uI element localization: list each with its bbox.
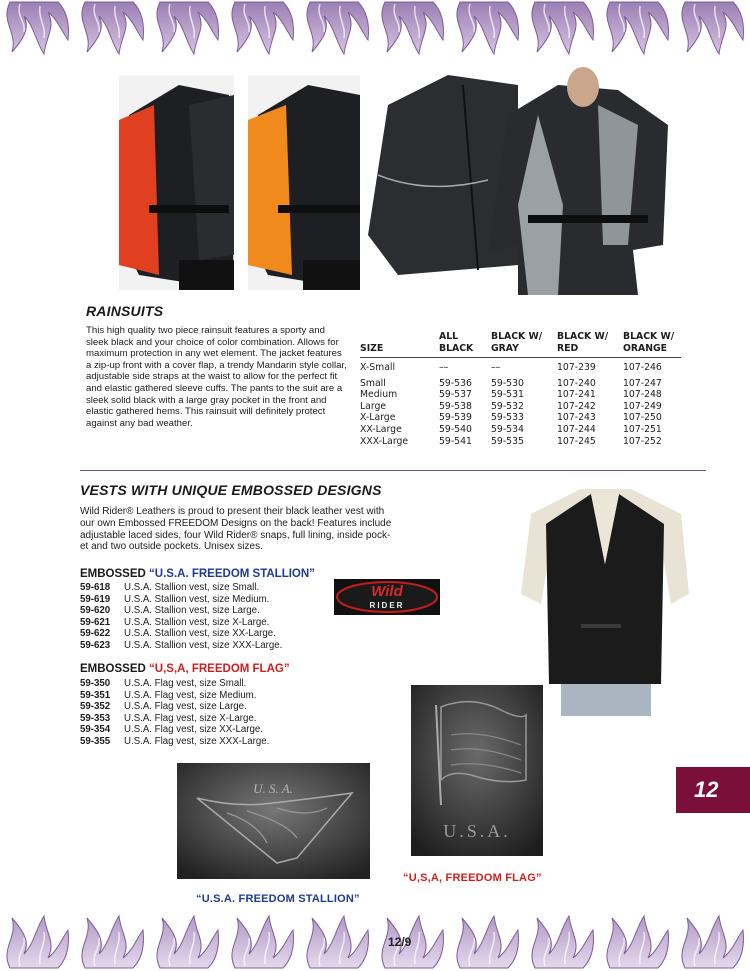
rainsuit-size-table xyxy=(360,331,681,447)
header-all-black: ALL BLACK xyxy=(439,331,474,354)
table-row: Large 59-538 59-532 107-242 107-249 xyxy=(360,400,662,412)
list-item: 59-351 U.S.A. Flag vest, size Medium. xyxy=(80,689,257,701)
wild-rider-logo xyxy=(334,579,440,615)
header-black-orange: BLACK W/ ORANGE xyxy=(623,331,675,354)
list-item: 59-623 U.S.A. Stallion vest, size XXX-Large. xyxy=(80,639,283,651)
list-item: 59-621 U.S.A. Stallion vest, size X-Large. xyxy=(80,616,270,628)
vests-description: Wild Rider® Leathers is proud to present their black leather vest with our own Embossed FREEDOM Designs on the back! Features include adjustable laced sides, four Wild Rider® snaps, full lining, inside pock-et and two outside pockets. Unisex sizes. xyxy=(80,506,392,553)
table-row: Small 59-536 59-530 107-240 107-247 xyxy=(360,377,662,389)
flag-item-list xyxy=(80,678,269,747)
top-flame-border xyxy=(0,0,750,62)
stallion-emboss-letters: U. S. A. xyxy=(253,781,293,796)
red-rainsuit-photo xyxy=(119,75,234,290)
orange-rainsuit-photo xyxy=(248,75,360,290)
black-and-gray-rainsuit-photo xyxy=(368,65,676,295)
stallion-caption: “U.S.A. FREEDOM STALLION” xyxy=(196,893,360,905)
flag-caption: “U,S,A, FREEDOM FLAG” xyxy=(403,872,542,884)
list-item: 59-355 U.S.A. Flag vest, size XXX-Large. xyxy=(80,735,270,747)
list-item: 59-619 U.S.A. Stallion vest, size Medium. xyxy=(80,593,270,605)
list-item: 59-350 U.S.A. Flag vest, size Small. xyxy=(80,678,247,689)
table-row: X-Small –– –– 107-239 107-246 xyxy=(360,362,662,373)
table-row: XX-Large 59-540 59-534 107-244 107-251 xyxy=(360,423,662,435)
list-item: 59-622 U.S.A. Stallion vest, size XX-Large. xyxy=(80,628,276,639)
rainsuits-description: This high quality two piece rainsuit features a sporty and sleek black and your choice of color combination. Allows for maximum protection in any wet element. The jacket features a zip-up front with a cover flap, a trendy Mandarin style collar, adjustable side straps at the waist to allow for the perfect fit and elastic gathered sleeve cuffs. The pants to the suit are a sleek solid black with a large gray pocket in the front and elastic gathered hems. This rainsuit will definitely protect against any bad weather. xyxy=(86,325,347,429)
embossed-stallion-photo xyxy=(177,763,370,879)
table-row: X-Large 59-539 59-533 107-243 107-250 xyxy=(360,412,662,424)
stallion-heading: EMBOSSED “U.S.A. FREEDOM STALLION” xyxy=(80,568,315,580)
embossed-flag-photo xyxy=(411,685,543,856)
flame-pattern-icon xyxy=(0,0,750,62)
stallion-item-list xyxy=(80,582,282,651)
table-row: XXX-Large 59-541 59-535 107-245 107-252 xyxy=(360,435,662,447)
list-item: 59-618 U.S.A. Stallion vest, size Small. xyxy=(80,582,260,593)
leather-vest-photo xyxy=(521,484,689,716)
flag-heading: EMBOSSED “U,S,A, FREEDOM FLAG” xyxy=(80,663,290,675)
list-item: 59-353 U.S.A. Flag vest, size X-Large. xyxy=(80,712,257,724)
header-black-red: BLACK W/ RED xyxy=(557,331,609,354)
table-header-row xyxy=(360,331,681,358)
section-divider xyxy=(80,470,706,471)
header-black-gray: BLACK W/ GRAY xyxy=(491,331,543,354)
section-tab: 12 xyxy=(676,767,750,813)
list-item: 59-354 U.S.A. Flag vest, size XX-Large. xyxy=(80,724,263,735)
flame-pattern-icon xyxy=(0,908,750,971)
rainsuits-title: RAINSUITS xyxy=(86,303,164,319)
table-row: Medium 59-537 59-531 107-241 107-248 xyxy=(360,389,662,401)
flag-emboss-letters: U.S.A. xyxy=(443,821,511,841)
header-size: SIZE xyxy=(360,342,384,354)
bottom-flame-border xyxy=(0,908,750,971)
page-number: 12/9 xyxy=(388,935,412,949)
logo-wild-text: Wild xyxy=(371,583,403,600)
list-item: 59-620 U.S.A. Stallion vest, size Large. xyxy=(80,605,260,616)
logo-rider-text: RIDER xyxy=(369,601,405,610)
list-item: 59-352 U.S.A. Flag vest, size Large. xyxy=(80,701,247,712)
vests-title: VESTS WITH UNIQUE EMBOSSED DESIGNS xyxy=(80,482,382,498)
